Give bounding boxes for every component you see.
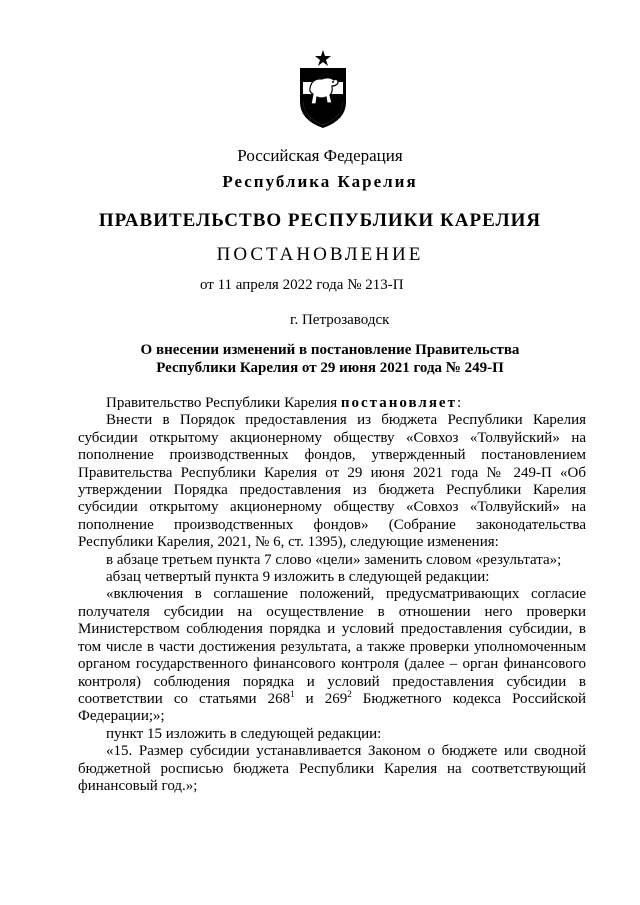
subject-line-1: О внесении изменений в постановление Правительства: [140, 342, 520, 358]
document-city: г. Петрозаводск: [290, 312, 390, 328]
document-date: от 11 апреля 2022 года № 213-П: [200, 277, 404, 293]
superscript-2: 2: [347, 688, 352, 699]
paragraph-amendment-2: абзац четвертый пункта 9 изложить в следующей редакции:: [106, 569, 490, 586]
paragraph-amendment-3-text: «15. Размер субсидии устанавливается Законом о бюджете или сводной бюджетной росписью бюджета Республики Карелия на соответствующий финансовый год.»;: [78, 743, 586, 794]
paragraph-amendment-3: пункт 15 изложить в следующей редакции:: [106, 725, 382, 742]
document-type: ПОСТАНОВЛЕНИЕ: [216, 244, 424, 265]
preamble-text: Правительство Республики Карелия: [106, 395, 341, 411]
document-body: [78, 395, 586, 795]
country-name: Российская Федерация: [237, 146, 403, 165]
paragraph-amendment-2-text: [78, 586, 586, 725]
amendment-2-text-part1: «включения в соглашение положений, предусматривающих согласие получателя субсидии на осуществление в отношении него проверки Министерством соблюдения порядка и условий предоставления субсидии, в том числе в части достижения результата, а также проверки уполномоченным органом государственного финансового контроля (далее – орган финансового контроля) соблюдения порядка и условий предоставления субсидии в соответствии со статьями 268: [78, 586, 586, 707]
paragraph-amendment-1: в абзаце третьем пункта 7 слово «цели» заменить словом «результата»;: [106, 551, 562, 568]
preamble-decree-word: постановляет: [340, 395, 457, 411]
superscript-1: 1: [290, 688, 295, 699]
paragraph-amendment-intro: Внести в Порядок предоставления из бюджета Республики Карелия субсидии открытому акционерному обществу «Совхоз «Толвуйский» на пополнение производственных фондов, утвержденный постановлением Правительства Республики Карелия от 29 июня 2021 года № 249-П «Об утверждении Порядка предоставления из бюджета Республики Карелия субсидии открытому акционерному обществу «Совхоз «Толвуйский» на пополнение производственных фондов» (Собрание законодательства Республики Карелия, 2021, № 6, ст. 1395), следующие изменения:: [78, 412, 586, 551]
preamble-colon: :: [456, 395, 462, 411]
subject-line-2: Республики Карелия от 29 июня 2021 года № 249-П: [156, 360, 504, 376]
document-subject: [100, 341, 560, 377]
government-title: ПРАВИТЕЛЬСТВО РЕСПУБЛИКИ КАРЕЛИЯ: [98, 210, 542, 231]
republic-name: Республика Карелия: [222, 172, 418, 191]
paragraph-preamble: [78, 395, 586, 412]
amendment-2-text-part2: и 269: [294, 690, 348, 707]
karelia-coat-of-arms-icon: [296, 48, 350, 130]
amendment-2-text-part3: Бюджетного кодекса Российской Федерации;»;: [78, 690, 587, 725]
